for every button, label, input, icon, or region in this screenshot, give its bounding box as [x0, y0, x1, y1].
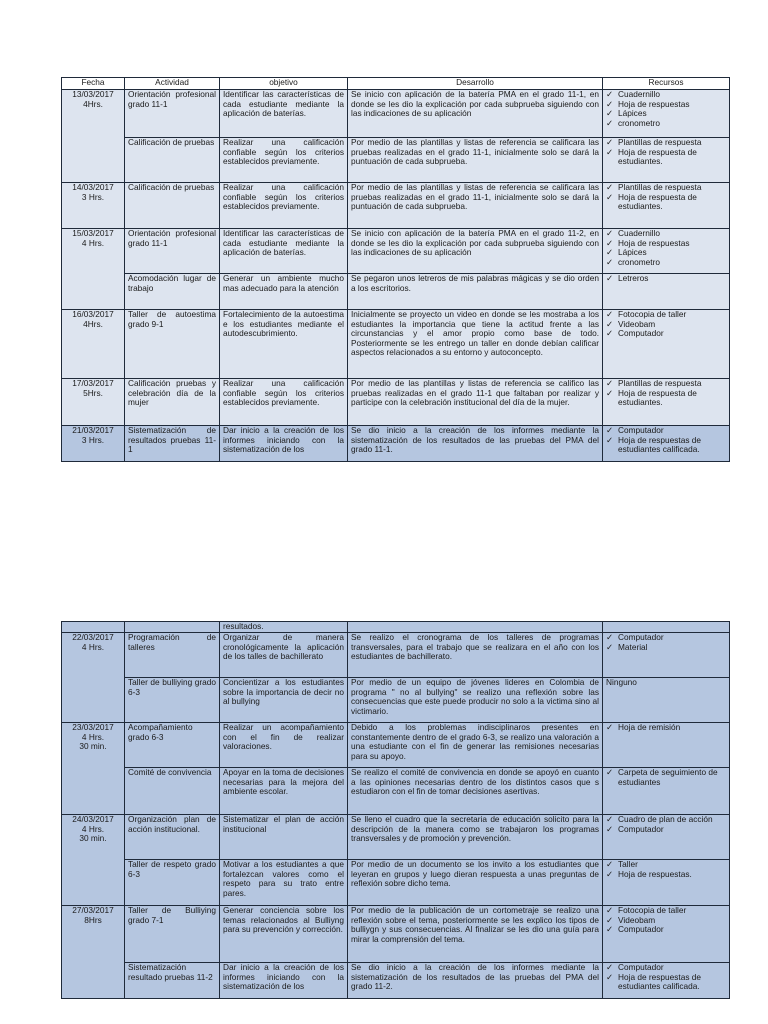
date-cell: 21/03/2017 3 Hrs. [62, 426, 125, 462]
resources-cell: ✓ Fotocopia de taller ✓ Videobam ✓ Computador [603, 906, 730, 963]
table-row [62, 633, 730, 678]
date-cell: 13/03/2017 4Hrs. [62, 90, 125, 183]
objective-cell: Motivar a los estudiantes a que fortalezcan valores como el respeto para su trato entre pares. [220, 860, 348, 906]
check-icon: ✓ [606, 387, 613, 398]
activity-cell: Calificación de pruebas [125, 183, 220, 229]
date-cell: 17/03/2017 5Hrs. [62, 379, 125, 426]
development-cell: Se inicio con aplicación de la batería PMA en el grado 11-2, en donde se les dio la explicación por cada subprueba siguiendo con las indicaciones de su aplicación [348, 229, 603, 274]
check-icon: ✓ [606, 859, 613, 869]
check-icon: ✓ [606, 914, 613, 925]
development-cell: Por medio de un documento se los invito a los estudiantes que leyeran en grupos y luego dieran respuesta a unas preguntas de reflexión sobre dicho tema. [348, 860, 603, 906]
development-cell: Inicialmente se proyecto un video en donde se les mostraba a los estudiantes la importancia que tiene la actitud frente a las circunstancias y el amor propio como base de todo. Posteriormente se les entrego un taller en donde debían calificar aspectos relacionados a su entorno y autoconcepto. [348, 310, 603, 379]
development-cell: Se inicio con aplicación de la batería PMA en el grado 11-1, en donde se les dio la explicación por cada subprueba siguiendo con las indicaciones de su aplicación [348, 90, 603, 138]
header-recursos: Recursos [603, 78, 730, 90]
check-icon: ✓ [606, 228, 613, 238]
activity-cell: Taller de respeto grado 6-3 [125, 860, 220, 906]
header-actividad: Actividad [125, 78, 220, 90]
resources-cell: ✓ Plantillas de respuesta ✓ Hoja de respuesta de estudiantes. [603, 138, 730, 183]
table-row [62, 768, 730, 815]
check-icon: ✓ [606, 905, 613, 915]
activity-cell: Comité de convivencia [125, 768, 220, 815]
check-icon: ✓ [606, 814, 613, 824]
development-cell: Por medio de las plantillas y listas de referencia se califico las pruebas realizadas en el grado 11-1 que faltaban por realizar y participe con la celebración institucional del día de la mujer. [348, 379, 603, 426]
resources-cell: ✓ Computador ✓ Hoja de respuestas de estudiantes calificada. [603, 426, 730, 462]
check-icon: ✓ [606, 309, 613, 319]
activity-cell: Programación de talleres [125, 633, 220, 678]
table-row [62, 379, 730, 426]
check-icon: ✓ [606, 868, 613, 879]
activity-cell: Sistematización resultado pruebas 11-2 [125, 963, 220, 999]
development-cell: Debido a los problemas indisciplinaros presentes en constantemente dentro de el grado 6-3, se realizo una valoración a una estudiante con el fin de generar las remisiones necesarias para su apoyo. [348, 723, 603, 768]
objective-cell: Generar conciencia sobre los temas relacionados al Bulliyng para su prevención y corrección. [220, 906, 348, 963]
check-icon: ✓ [606, 962, 613, 972]
check-icon: ✓ [606, 182, 613, 192]
objective-cell: Fortalecimiento de la autoestima e los estudiantes mediante el autodescubrimiento. [220, 310, 348, 379]
check-icon: ✓ [606, 98, 613, 109]
check-icon: ✓ [606, 924, 613, 935]
development-cell: Se realizo el cronograma de los talleres de programas transversales, para el trabajo que se realizara en el año con los estudiantes de bachillerato. [348, 633, 603, 678]
table-row [62, 622, 730, 633]
date-cell: 22/03/2017 4 Hrs. [62, 633, 125, 723]
development-cell: Se pegaron unos letreros de mis palabras mágicas y se dio orden a los escritorios. [348, 274, 603, 310]
date-cell: 15/03/2017 4 Hrs. [62, 229, 125, 310]
date-cell: 23/03/2017 4 Hrs. 30 min. [62, 723, 125, 815]
check-icon: ✓ [606, 632, 613, 642]
activity-cell: Acompañamiento grado 6-3 [125, 723, 220, 768]
development-cell: Por medio de la publicación de un cortometraje se realizo una reflexión sobre el tema, posteriormente se les explico los tipos de bulliygn y sus consecuencias. Al finalizar se les dio una guía para mirar la comprensión del tema. [348, 906, 603, 963]
check-icon: ✓ [606, 89, 613, 99]
resources-cell: ✓ Computador ✓ Material [603, 633, 730, 678]
activity-cell: Orientación profesional grado 11-1 [125, 90, 220, 138]
table-row [62, 678, 730, 723]
activity-cell: Calificación pruebas y celebración día de la mujer [125, 379, 220, 426]
table-row [62, 723, 730, 768]
resources-cell: ✓ Computador ✓ Hoja de respuestas de estudiantes calificada. [603, 963, 730, 999]
table-row [62, 860, 730, 906]
activity-table-1 [61, 77, 730, 462]
check-icon: ✓ [606, 318, 613, 329]
table-row [62, 183, 730, 229]
check-icon: ✓ [606, 137, 613, 147]
check-icon: ✓ [606, 191, 613, 202]
table-row [62, 90, 730, 138]
check-icon: ✓ [606, 378, 613, 388]
objective-cell: Apoyar en la toma de decisiones necesarias para la mejora del ambiente escolar. [220, 768, 348, 815]
development-cell: Por medio de las plantillas y listas de referencia se calificara las pruebas realizadas en el grado 11-1, inicialmente solo se dará la puntuación de cada subprueba. [348, 183, 603, 229]
objective-cell: Concientizar a los estudiantes sobre la importancia de decir no al bullying [220, 678, 348, 723]
resources-cell: ✓ Plantillas de respuesta ✓ Hoja de respuesta de estudiantes. [603, 379, 730, 426]
development-cell: Se dio inicio a la creación de los informes mediante la sistematización de los resultados de las pruebas del PMA del grado 11-1. [348, 426, 603, 462]
resources-cell: Ninguno [603, 678, 730, 723]
table-row [62, 138, 730, 183]
activity-cell: Sistematización de resultados pruebas 11-1 [125, 426, 220, 462]
check-icon: ✓ [606, 273, 613, 283]
activity-cell: Taller de Bulliying grado 7-1 [125, 906, 220, 963]
activity-cell: Orientación profesional grado 11-1 [125, 229, 220, 274]
objective-cell: Realizar una calificación confiable según los criterios establecidos previamente. [220, 138, 348, 183]
resources-cell: ✓ Letreros [603, 274, 730, 310]
table-row [62, 963, 730, 999]
development-cell: Se dio inicio a la creación de los informes mediante la sistematización de los resultados de las pruebas del PMA del grado 11-2. [348, 963, 603, 999]
activity-cell: Taller de bulliying grado 6-3 [125, 678, 220, 723]
check-icon: ✓ [606, 434, 613, 445]
check-icon: ✓ [606, 641, 613, 652]
development-cell: Por medio de las plantillas y listas de referencia se calificara las pruebas realizadas en el grado 11-1, inicialmente solo se dará la puntuación de cada subprueba. [348, 138, 603, 183]
objective-cell: Realizar una calificación confiable según los criterios establecidos previamente. [220, 183, 348, 229]
date-cell: 24/03/2017 4 Hrs. 30 min. [62, 815, 125, 906]
activity-cell: Taller de autoestima grado 9-1 [125, 310, 220, 379]
header-objetivo: objetivo [220, 78, 348, 90]
development-cell: Por medio de un equipo de jóvenes lideres en Colombia de programa " no al bullying" se realizo una reflexión sobre las consecuencias que este puede producir no solo a la victima sino al victimario. [348, 678, 603, 723]
date-cell: 16/03/2017 4Hrs. [62, 310, 125, 379]
table-row [62, 310, 730, 379]
objective-cell: Identificar las características de cada estudiante mediante la aplicación de baterías. [220, 229, 348, 274]
development-cell: Se realizo el comité de convivencia en donde se apoyó en cuanto a las opiniones necesarias dentro de los distintos casos que s estudiaron con el fin de tomar decisiones asertivas. [348, 768, 603, 815]
resources-cell: ✓ Plantillas de respuesta ✓ Hoja de respuesta de estudiantes. [603, 183, 730, 229]
activity-table-2 [61, 621, 730, 999]
header-row [62, 78, 730, 90]
check-icon: ✓ [606, 108, 613, 119]
table-row [62, 229, 730, 274]
development-cell: Se lleno el cuadro que la secretaria de educación solicito para la descripción de la manera como se trabajaron los programas transversales y de promoción y prevención. [348, 815, 603, 860]
check-icon: ✓ [606, 823, 613, 834]
objective-cell: Dar inicio a la creación de los informes iniciando con la sistematización de los [220, 963, 348, 999]
activity-cell: Calificación de pruebas [125, 138, 220, 183]
objective-cell: resultados. [220, 622, 348, 633]
check-icon: ✓ [606, 237, 613, 248]
check-icon: ✓ [606, 767, 613, 777]
resources-cell: ✓ Cuadernillo ✓ Hoja de respuestas ✓ Lápices ✓ cronometro [603, 229, 730, 274]
resources-cell: ✓ Taller ✓ Hoja de respuestas. [603, 860, 730, 906]
check-icon: ✓ [606, 425, 613, 435]
check-icon: ✓ [606, 971, 613, 982]
activity-cell: Organización plan de acción institucional. [125, 815, 220, 860]
check-icon: ✓ [606, 117, 613, 128]
objective-cell: Identificar las características de cada estudiante mediante la aplicación de baterías. [220, 90, 348, 138]
objective-cell: Dar inicio a la creación de los informes iniciando con la sistematización de los [220, 426, 348, 462]
resources-cell: ✓ Cuadernillo ✓ Hoja de respuestas ✓ Lápices ✓ cronometro [603, 90, 730, 138]
check-icon: ✓ [606, 256, 613, 267]
date-cell: 14/03/2017 3 Hrs. [62, 183, 125, 229]
resources-cell: ✓ Carpeta de seguimiento de estudiantes [603, 768, 730, 815]
check-icon: ✓ [606, 328, 613, 339]
objective-cell: Sistematizar el plan de acción institucional [220, 815, 348, 860]
table-row [62, 274, 730, 310]
header-fecha: Fecha [62, 78, 125, 90]
table-row [62, 906, 730, 963]
resources-cell: ✓ Hoja de remisión [603, 723, 730, 768]
date-cell: 27/03/2017 8Hrs [62, 906, 125, 999]
activity-cell: Acomodación lugar de trabajo [125, 274, 220, 310]
resources-cell: ✓ Cuadro de plan de acción ✓ Computador [603, 815, 730, 860]
check-icon: ✓ [606, 722, 613, 732]
objective-cell: Generar un ambiente mucho mas adecuado para la atención [220, 274, 348, 310]
table-row [62, 815, 730, 860]
objective-cell: Realizar un acompañamiento con el fin de realizar valoraciones. [220, 723, 348, 768]
header-desarrollo: Desarrollo [348, 78, 603, 90]
check-icon: ✓ [606, 146, 613, 157]
check-icon: ✓ [606, 247, 613, 258]
table-row [62, 426, 730, 462]
resources-cell: ✓ Fotocopia de taller ✓ Videobam ✓ Computador [603, 310, 730, 379]
objective-cell: Realizar una calificación confiable según los criterios establecidos previamente. [220, 379, 348, 426]
objective-cell: Organizar de manera cronológicamente la aplicación de los talles de bachillerato [220, 633, 348, 678]
